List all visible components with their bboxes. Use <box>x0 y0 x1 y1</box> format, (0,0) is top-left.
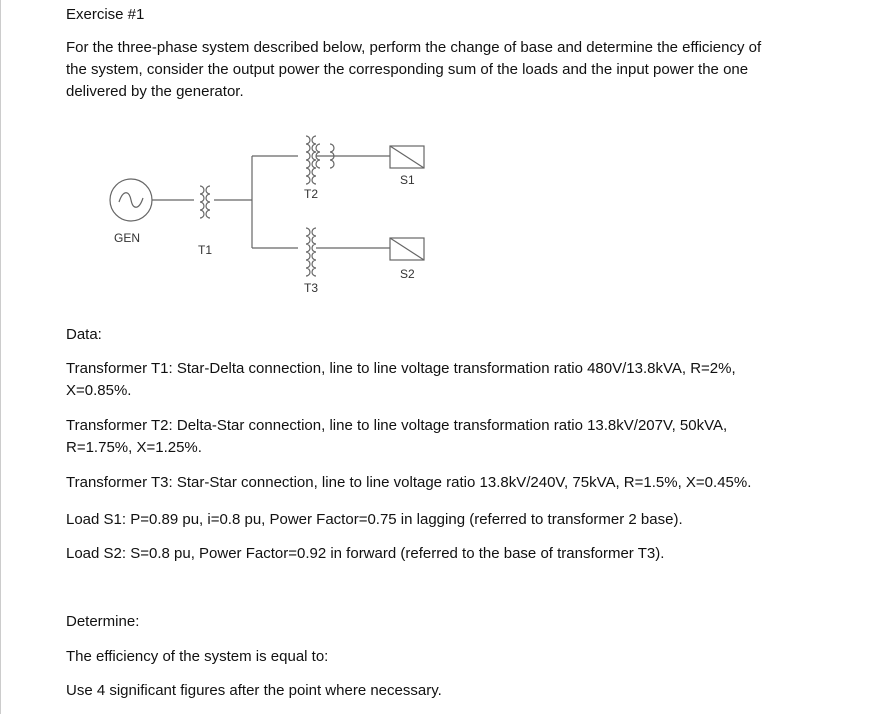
determine-heading: Determine: <box>66 613 140 630</box>
circuit-diagram <box>100 128 440 298</box>
instruction-text: Use 4 significant figures after the point where necessary. <box>66 682 442 699</box>
left-border <box>0 0 1 714</box>
data-heading: Data: <box>66 326 102 343</box>
intro-paragraph: For the three-phase system described below, perform the change of base and determine the efficiency of the system, consider the output power the corresponding sum of the loads and the input power the one delivered by the generator. <box>66 39 762 100</box>
t1-secondary-coil <box>206 186 210 218</box>
gen-label: GEN <box>114 231 141 245</box>
exercise-title: Exercise #1 <box>66 6 145 23</box>
s1-label: S1 <box>400 173 415 187</box>
t2-primary-coil <box>306 136 310 184</box>
t3-label: T3 <box>304 281 319 295</box>
t2-secondary-coil <box>312 136 316 184</box>
load-s2-text: Load S2: S=0.8 pu, Power Factor=0.92 in forward (referred to the base of transformer T3). <box>66 545 665 562</box>
transformer-t2-text: Transformer T2: Delta-Star connection, line to line voltage transformation ratio 13.8kV/207V, 50kVA, R=1.75%, X=1.25%. <box>66 417 728 456</box>
t3-secondary-coil <box>312 228 316 276</box>
t1-primary-coil <box>200 186 204 218</box>
question-text: The efficiency of the system is equal to: <box>66 648 329 665</box>
t1-label: T1 <box>198 243 213 257</box>
t3-primary-coil <box>306 228 310 276</box>
transformer-t1-text: Transformer T1: Star-Delta connection, line to line voltage transformation ratio 480V/13.8kVA, R=2%, X=0.85%. <box>66 360 736 399</box>
transformer-t3-text: Transformer T3: Star-Star connection, line to line voltage ratio 13.8kV/240V, 75kVA, R=1.5%, X=0.45%. <box>66 474 752 491</box>
s2-label: S2 <box>400 267 415 281</box>
load-s1-text: Load S1: P=0.89 pu, i=0.8 pu, Power Factor=0.75 in lagging (referred to transformer 2 base). <box>66 511 683 528</box>
generator-wave-icon <box>119 193 143 208</box>
t2-label: T2 <box>304 187 319 201</box>
